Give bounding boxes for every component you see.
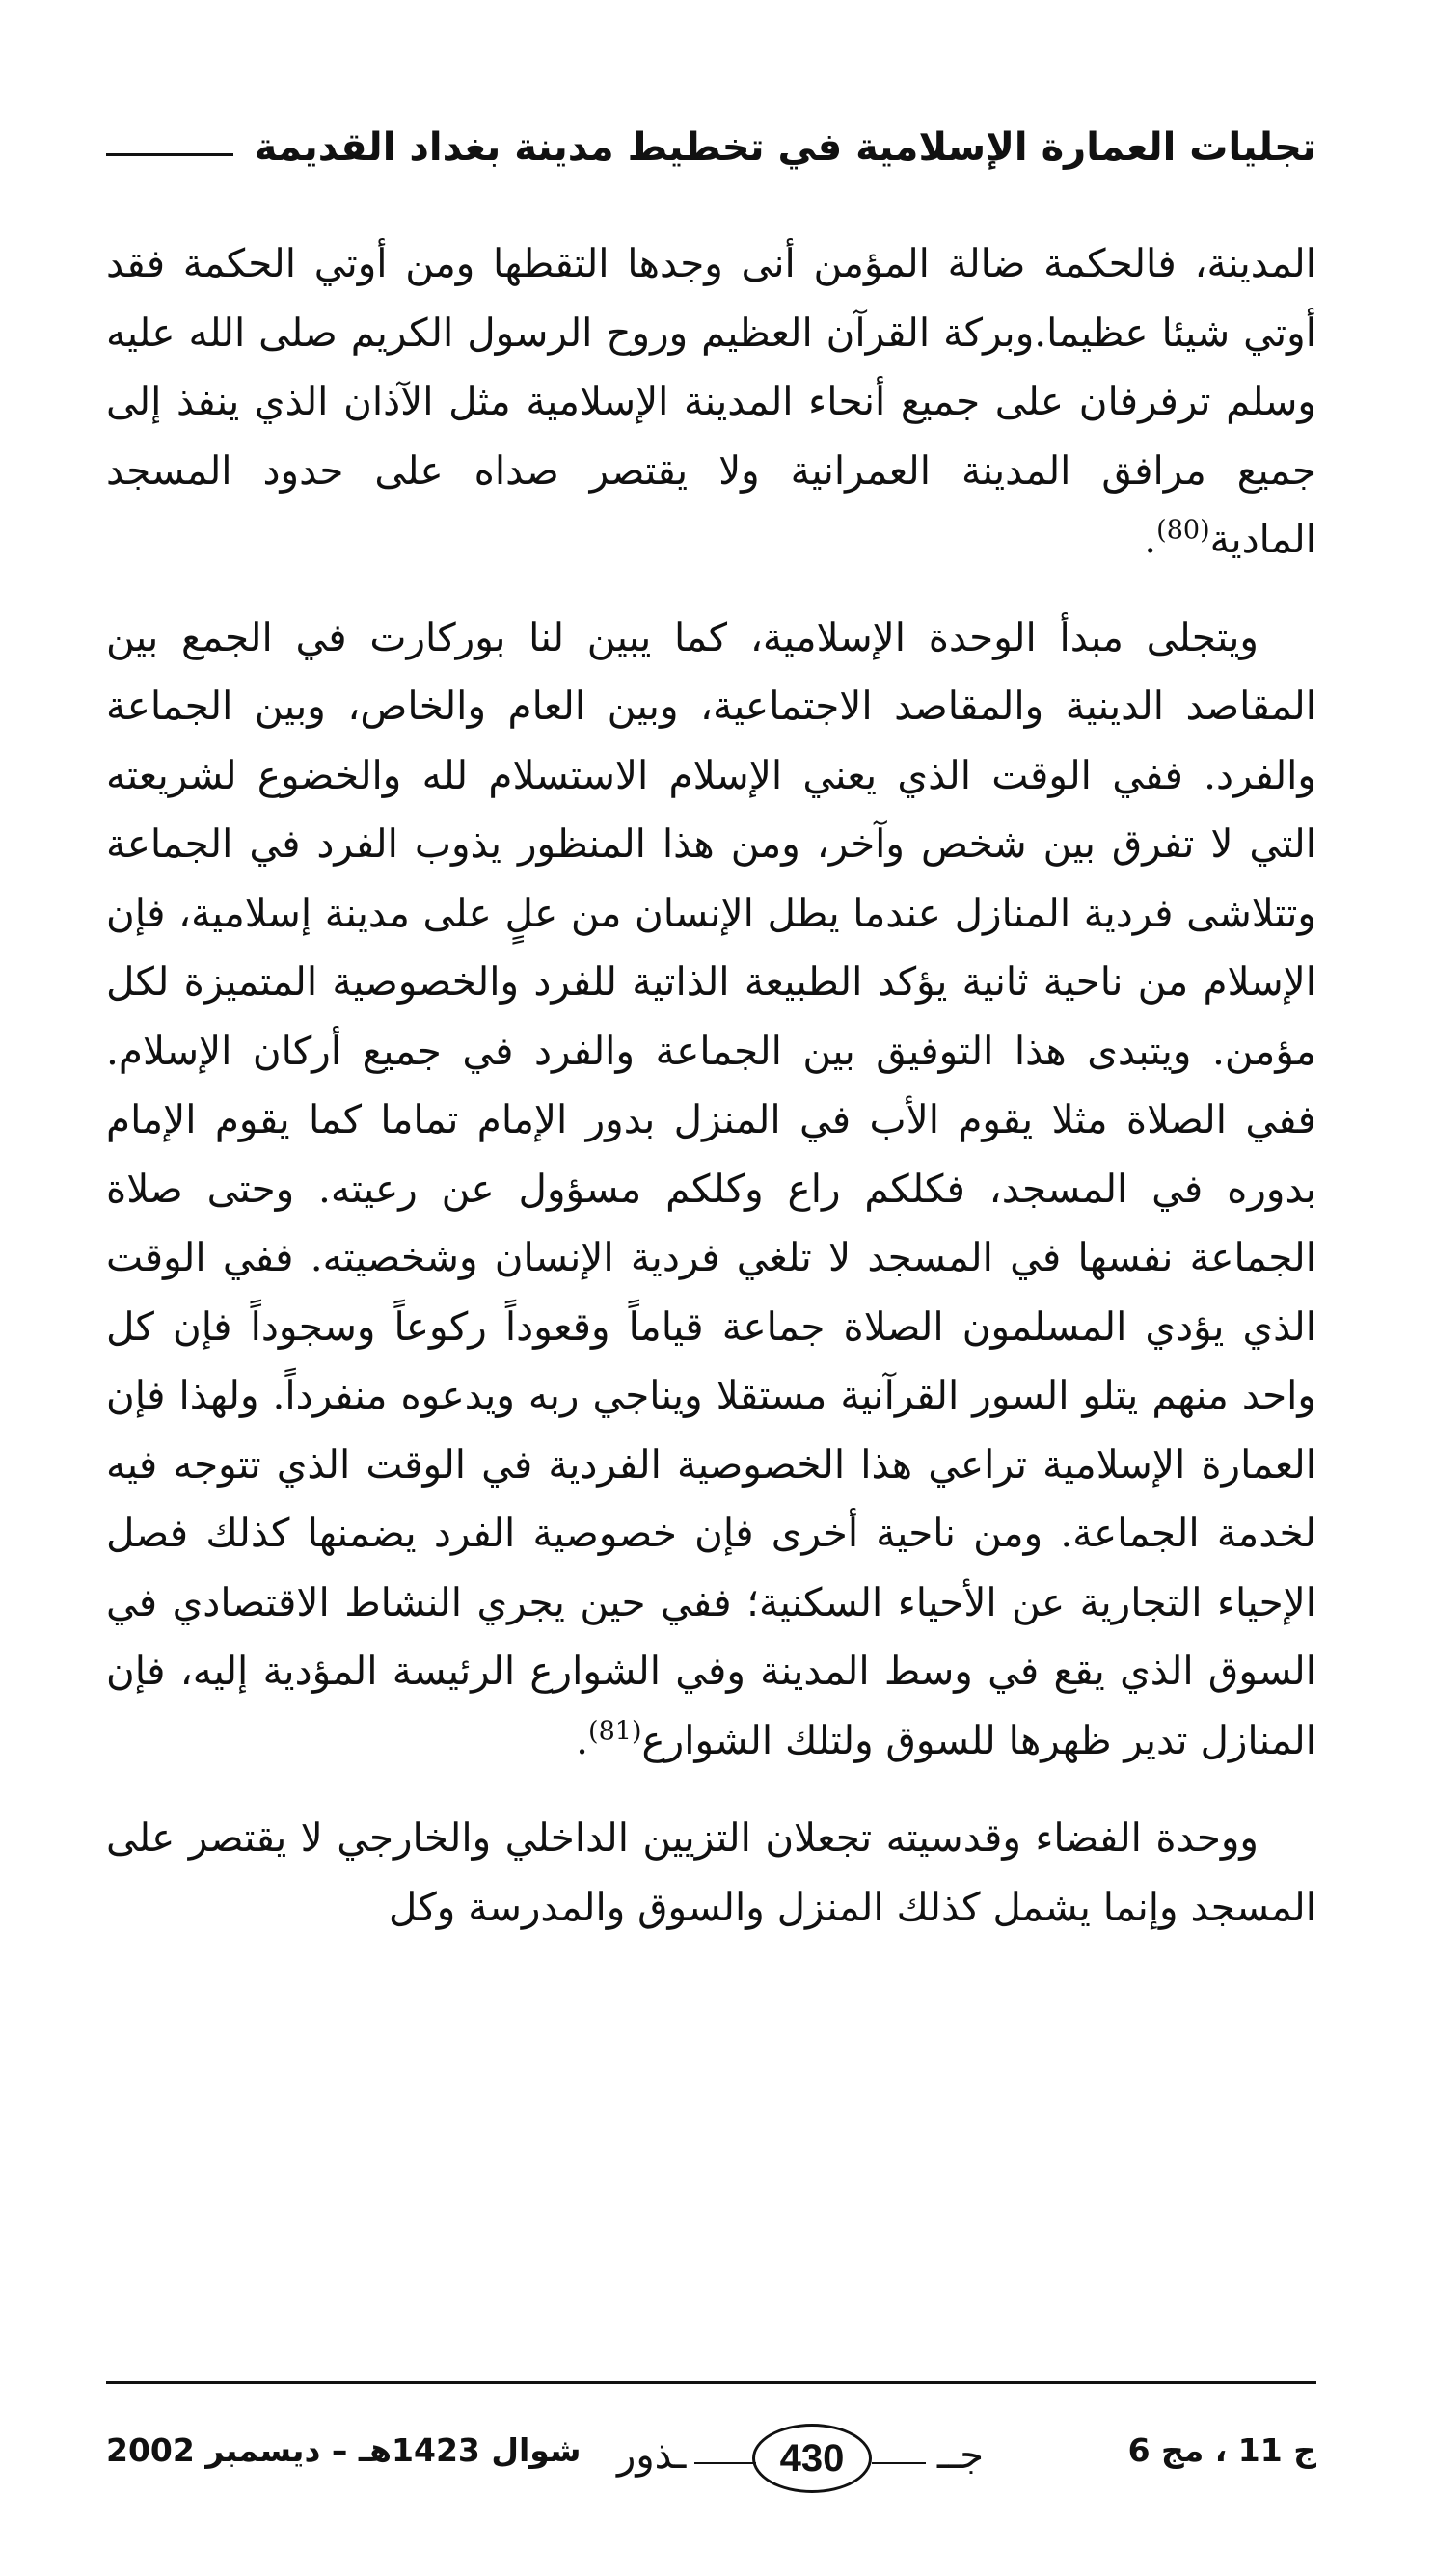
paragraph-2 — [106, 604, 1316, 1776]
paragraph-1-end: . — [1144, 516, 1157, 562]
body-text — [106, 229, 1316, 1942]
footer-date: شوال 1423هـ – ديسمبر 2002 — [106, 2431, 582, 2469]
journal-line-right — [872, 2462, 926, 2464]
footnote-ref-80: (80) — [1156, 515, 1210, 546]
header-title: تجليات العمارة الإسلامية في تخطيط مدينة بغداد القديمة — [254, 125, 1316, 170]
paragraph-1 — [106, 229, 1316, 575]
footer-rule — [106, 2381, 1316, 2384]
journal-name-right: جــ — [936, 2433, 984, 2478]
paragraph-3-text: ووحدة الفضاء وقدسيته تجعلان التزيين الداخلي والخارجي لا يقتصر على المسجد وإنما يشمل كذلك المنزل والسوق والمدرسة وكل — [106, 1814, 1316, 1930]
page-footer — [106, 2410, 1316, 2516]
paragraph-3 — [106, 1804, 1316, 1942]
journal-name — [617, 2418, 1003, 2495]
paragraph-1-text: المدينة، فالحكمة ضالة المؤمن أنى وجدها التقطها ومن أوتي الحكمة فقد أوتي شيئا عظيما.وبركة القرآن العظيم وروح الرسول الكريم صلى الله عليه وسلم ترفرفان على جميع أنحاء المدينة الإسلامية مثل الآذان الذي ينفذ إلى جميع مرافق المدينة العمرانية ولا يقتصر صداه على حدود المسجد المادية — [106, 240, 1316, 562]
running-header — [106, 114, 1316, 181]
paragraph-2-text: ويتجلى مبدأ الوحدة الإسلامية، كما يبين لنا بوركارت في الجمع بين المقاصد الدينية والمقاصد الاجتماعية، وبين العام والخاص، وبين الجماعة والفرد. ففي الوقت الذي يعني الإسلام الاستسلام لله والخضوع لشريعته التي لا تفرق بين شخص وآخر، ومن هذا المنظور يذوب الفرد في الجماعة وتتلاشى فردية المنازل عندما يطل الإنسان من علٍ على مدينة إسلامية، فإن الإسلام من ناحية ثانية يؤكد الطبيعة الذاتية للفرد والخصوصية المتميزة لكل مؤمن. ويتبدى هذا التوفيق بين الجماعة والفرد في جميع أركان الإسلام. ففي الصلاة مثلا يقوم الأب في المنزل بدور الإمام تماما كما يقوم الإمام بدوره في المسجد، فكلكم راع وكلكم مسؤول عن رعيته. وحتى صلاة الجماعة نفسها في المسجد لا تلغي فردية الإنسان وشخصيته. ففي الوقت الذي يؤدي المسلمون الصلاة جماعة قياماً وقعوداً ركوعاً وسجوداً فإن كل واحد منهم يتلو السور القرآنية مستقلا ويناجي ربه ويدعوه منفرداً. ولهذا فإن العمارة الإسلامية تراعي هذا الخصوصية الفردية في الوقت الذي تتوجه فيه لخدمة الجماعة. ومن ناحية أخرى فإن خصوصية الفرد يضمنها كذلك فصل الإحياء التجارية عن الأحياء السكنية؛ ففي حين يجري النشاط الاقتصادي في السوق الذي يقع في وسط المدينة وفي الشوارع الرئيسة المؤدية إليه، فإن المنازل تدير ظهرها للسوق ولتلك الشوارع — [106, 613, 1316, 1763]
journal-name-left: ـذور — [617, 2433, 687, 2478]
paragraph-2-end: . — [576, 1716, 589, 1763]
footnote-ref-81: (81) — [588, 1716, 642, 1746]
header-rule — [106, 153, 233, 156]
page-number: 430 — [752, 2424, 872, 2493]
journal-line-left — [694, 2462, 756, 2464]
footer-issue: ج 11 ، مج 6 — [1127, 2431, 1316, 2469]
